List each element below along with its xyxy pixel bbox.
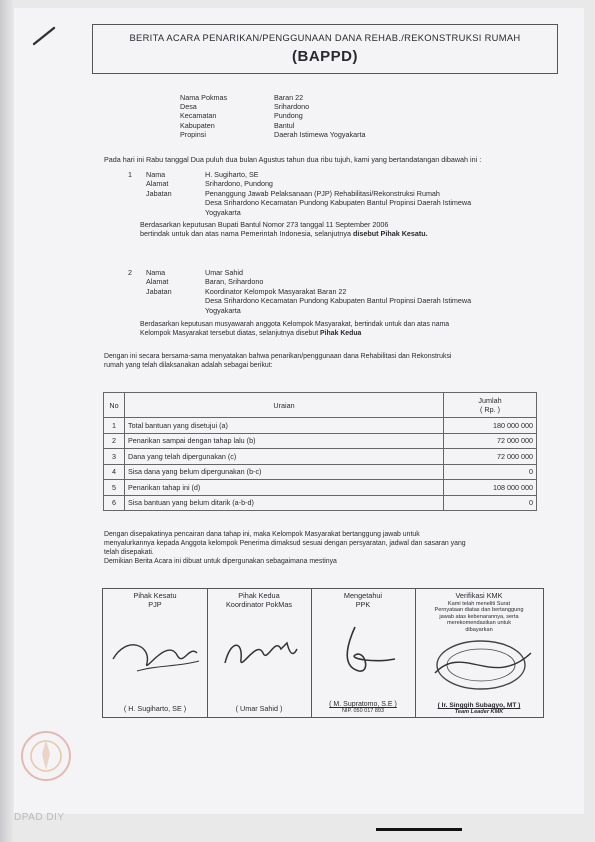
closing-text: Dengan disepakatinya pencairan dana tahap ini, maka Kelompok Masyarakat bertanggung jawab untuk menyalurkannya kepada Anggota kelompok Penerima dimaksud sesuai dengan persyaratan, jadwal dan sasaran yang telah disepakati. Demikian Berita Acara ini dibuat untuk dipergunakan sebagaimana mestinya	[104, 531, 466, 565]
watermark-text: DPAD DIY	[14, 812, 65, 823]
signature-kmk: Verifikasi KMK Kami telah meneliti Surat Pernyataan diatas dan bertanggung jawab atas kebenarannya, serta merekomendasikan untuk dibayarkan ( Ir. Singgih Subagyo, MT ) Team Leader KMK	[415, 589, 543, 717]
signer-name: ( H. Sugiharto, SE )	[123, 704, 187, 713]
fund-table	[103, 392, 537, 511]
table-row: 5 Penarikan tahap ini (d) 108 000 000	[104, 480, 537, 496]
table-header-row	[104, 393, 537, 418]
bottom-mark	[376, 828, 462, 831]
verification-note: Kami telah meneliti Surat Pernyataan diatas dan bertanggung jawab atas kebenarannya, serta merekomendasikan untuk dibayarkan	[434, 600, 524, 633]
info-row: Desa Srihardono	[180, 102, 310, 112]
signature-scribble-icon	[107, 615, 203, 681]
document-subtitle: (BAPPD)	[292, 48, 358, 65]
table-row: 6 Sisa bantuan yang belum ditarik (a-b-d) 0	[104, 495, 537, 511]
intro-text: Pada hari ini Rabu tanggal Dua puluh dua bulan Agustus tahun dua ribu tujuh, kami yang bertandatangan dibawah ini :	[104, 155, 482, 164]
table-row: 1 Total bantuan yang disetujui (a) 180 000 000	[104, 418, 537, 434]
table-row: 3 Dana yang telah dipergunakan (c) 72 000 000	[104, 449, 537, 465]
signer-name: ( Ir. Singgih Subagyo, MT )	[437, 702, 521, 709]
stamp-seal-icon	[423, 633, 539, 695]
party2-labels: Nama Alamat Jabatan	[146, 268, 172, 296]
signature-ppk: Mengetahui PPK ( M. Supratomo, S.E ) NIP. 050 017 893	[311, 589, 416, 717]
party2-num: 2	[128, 268, 132, 277]
signer-name: ( Umar Sahid )	[235, 704, 283, 713]
signature-scribble-icon	[217, 619, 301, 679]
signature-table	[102, 588, 544, 718]
table-row: 4 Sisa dana yang belum dipergunakan (b-c) 0	[104, 464, 537, 480]
document-title: BERITA ACARA PENARIKAN/PENGGUNAAN DANA REHAB./REKONSTRUKSI RUMAH	[129, 32, 521, 43]
col-uraian: Uraian	[125, 393, 444, 418]
signer-nip: NIP. 050 017 893	[341, 708, 385, 714]
party1-num: 1	[128, 170, 132, 179]
signature-party2: Pihak Kedua Koordinator PokMas ( Umar Sahid )	[207, 589, 312, 717]
statement-text: Dengan ini secara bersama-sama menyatakan bahwa penarikan/penggunaan dana Rehabilitasi dan Rekonstruksi rumah yang telah dilaksanakan adalah sebagai berikut:	[104, 353, 452, 370]
party1-address: Srihardono, Pundong	[205, 179, 273, 189]
watermark-seal-icon	[18, 726, 74, 792]
party1-basis: Berdasarkan keputusan Bupati Bantul Nomor 273 tanggal 11 September 2006 bertindak untuk dan atas nama Pemerintah Indonesia, selanjutnya disebut Pihak Kesatu.	[140, 220, 428, 239]
scan-shadow	[0, 0, 14, 842]
table-row: 2 Penarikan sampai dengan tahap lalu (b) 72 000 000	[104, 433, 537, 449]
party1-labels: Nama Alamat Jabatan	[146, 170, 172, 198]
col-jumlah: Jumlah ( Rp. )	[444, 393, 537, 418]
info-row: Propinsi Daerah Istimewa Yogyakarta	[180, 129, 366, 139]
info-row: Kecamatan Pundong	[180, 111, 303, 121]
party1-name: H. Sugiharto, SE	[205, 170, 259, 179]
info-block	[180, 93, 366, 139]
pen-mark-icon	[30, 22, 60, 48]
info-row: Kabupaten Bantul	[180, 120, 295, 130]
party2-values: Umar Sahid Baran, Srihardono Koordinator Kelompok Masyarakat Baran 22 Desa Srihardono Kecamatan Pundong Kabupaten Bantul Propinsi Daerah Istimewa Yogyakarta	[205, 268, 540, 315]
party2-position: Koordinator Kelompok Masyarakat Baran 22	[205, 286, 347, 296]
party1-position: Penanggung Jawab Pelaksanaan (PJP) Rehabilitasi/Rekonstruksi Rumah	[205, 188, 440, 198]
party2-name: Umar Sahid	[205, 268, 243, 277]
party2-basis: Berdasarkan keputusan musyawarah anggota Kelompok Masyarakat, bertindak untuk dan atas nama Kelompok Masyarakat tersebut diatas, selanjutnya disebut Pihak Kedua	[140, 321, 450, 338]
party2-address: Baran, Srihardono	[205, 277, 264, 287]
info-row: Nama Pokmas Baran 22	[180, 93, 304, 102]
signer-title: Team Leader KMK	[454, 709, 504, 715]
col-no: No	[104, 393, 125, 418]
party1-values: H. Sugiharto, SE Srihardono, Pundong Penanggung Jawab Pelaksanaan (PJP) Rehabilitasi/Rekonstruksi Rumah Desa Srihardono Kecamatan Pundong Kabupaten Bantul Propinsi Daerah Istimewa Yogyakarta	[205, 170, 540, 217]
signature-scribble-icon	[325, 619, 405, 681]
signature-party1: Pihak Kesatu PJP ( H. Sugiharto, SE )	[103, 589, 208, 717]
signer-name: ( M. Supratomo, S.E )	[329, 701, 397, 708]
document-header	[92, 24, 558, 74]
